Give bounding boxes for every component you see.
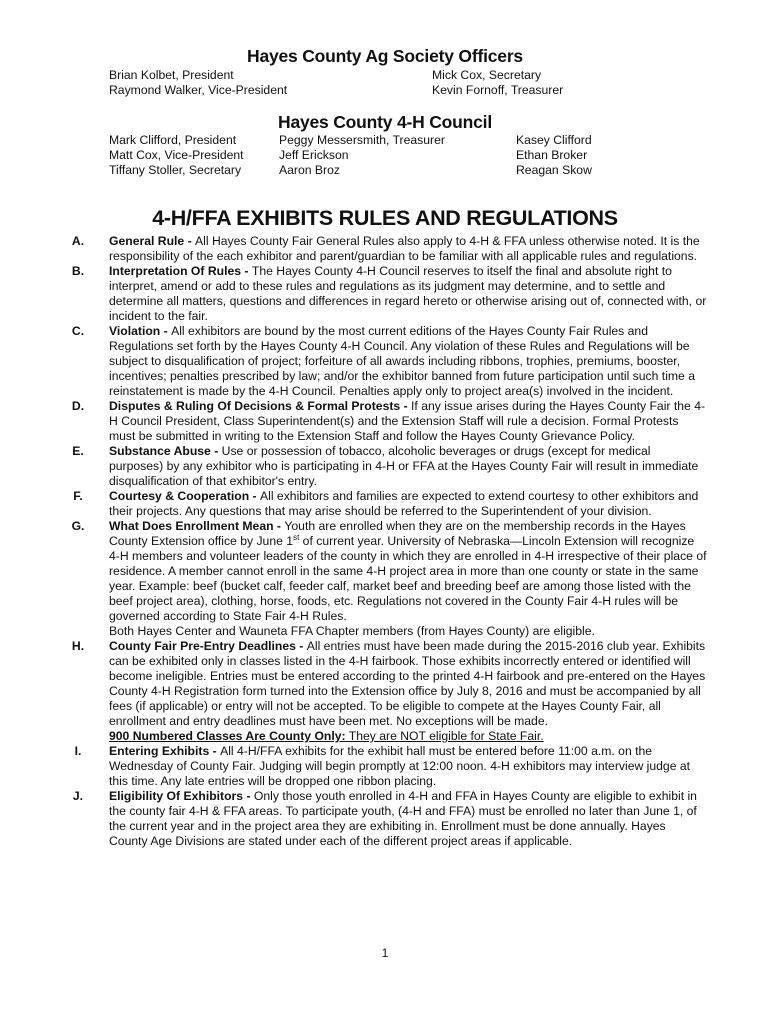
rule-letter: J. (72, 789, 84, 803)
council-member-name: Jeff Erickson (279, 148, 349, 162)
rule-heading: Entering Exhibits - (109, 744, 221, 758)
council-member-name: Reagan Skow (516, 163, 592, 177)
rule-text: The Hayes County 4-H Council reserves to itself the final and absolute right to interpret, amend or add to these rules and regulations as its judgment may determine, and to settle and determine all matters, questions and differences in regard hereto or otherwise arising out of, connected with, or incident to the fair. (109, 264, 707, 323)
rule-text: All exhibitors are bound by the most current editions of the Hayes County Fair Rules and Regulations set forth by the Hayes County 4-H Council. Any violation of these Rules and Regulations will be subject to disqualification of project; forfeiture of all awards including ribbons, trophies, premiums, booster, incentives; penalties prescribed by law; and/or the exhibitor banned from future participation until such time a reinstatement is made by the 4-H Council. Penalties apply only to project area(s) involved in the incident. (109, 324, 695, 398)
rule-heading: Courtesy & Cooperation - (109, 489, 260, 503)
officer-name: Mick Cox, Secretary (432, 68, 542, 82)
rule-letter: A. (71, 234, 85, 248)
ag-society-officers-heading: Hayes County Ag Society Officers (247, 46, 523, 66)
council-member-name: Mark Clifford, President (109, 133, 237, 147)
rule-letter: F. (73, 489, 83, 503)
rule-text: All exhibitors and families are expected to extend courtesy to other exhibitors and their projects. Any questions that may arise should be referred to the Superintendent of your division. (109, 489, 699, 518)
rule-text: Use or possession of tobacco, alcoholic beverages or drugs (except for medical purposes) by any exhibitor who is participating in 4-H or FFA at the Hayes County Fair will result in immediate disqualification of that exhibitor's entry. (109, 444, 699, 488)
rule-text: All 4-H/FFA exhibits for the exhibit hall must be entered before 11:00 a.m. on the Wednesday of County Fair. Judging will begin promptly at 12:00 noon. 4-H exhibitors may interview judge at this time. Any late entries will be dropped one ribbon placing. (109, 744, 691, 788)
rule-heading: What Does Enrollment Mean - (109, 519, 285, 533)
rule-heading: General Rule - (109, 234, 196, 248)
rule-heading: Substance Abuse - (109, 444, 222, 458)
note-bold: 900 Numbered Classes Are County Only: (109, 729, 346, 743)
rule-text: Only those youth enrolled in 4-H and FFA in Hayes County are eligible to exhibit in the county fair 4-H & FFA areas. To participate youth, (4-H and FFA) must be enrolled no later than June 1, of the current year and in the project area they are exhibiting in. Enrollment must be done annually. Hayes County Age Divisions are stated under each of the different project areas if applicable. (109, 789, 697, 848)
rule-letter: B. (71, 264, 85, 278)
rule-text: All entries must have been made during the 2015-2016 club year. Exhibits can be exhibited only in classes listed in the 4-H fairbook. Those exhibits incorrectly entered or identified will become ineligible. Entries must be entered according to the printed 4-H fairbook and pre-entered on the Hayes County 4-H Registration form turned into the Extension office by July 8, 2016 and must be accompanied by all fees (if applicable) or entry will not be accepted. To be eligible to compete at the Hayes County Fair, all enrollment and entry deadlines must have been met. No exceptions will be made. (109, 639, 706, 728)
rule-body (109, 234, 707, 264)
council-member-name: Aaron Broz (279, 163, 340, 177)
rule-heading: Disputes & Ruling Of Decisions & Formal Protests - (109, 399, 412, 413)
rule-item (0, 519, 770, 639)
rule-body (109, 444, 707, 489)
rule-item (0, 324, 770, 399)
council-member-name: Peggy Messersmith, Treasurer (279, 133, 445, 147)
note-text: They are NOT eligible for State Fair. (345, 729, 544, 743)
rule-county-only-note (109, 729, 770, 744)
council-member-name: Kasey Clifford (516, 133, 592, 147)
rule-item (0, 744, 770, 789)
rule-heading: Eligibility Of Exhibitors - (109, 789, 254, 803)
rule-item (0, 399, 770, 444)
rule-body (109, 639, 707, 729)
rule-body (109, 399, 707, 444)
rule-body (109, 744, 707, 789)
rule-item (0, 264, 770, 324)
council-member-name: Tiffany Stoller, Secretary (109, 163, 242, 177)
rule-letter: D. (71, 399, 85, 413)
rule-item (0, 789, 770, 849)
rule-letter: E. (72, 444, 84, 458)
rule-text: Youth are enrolled when they are on the membership records in the Hayes County Extension office by June 1 (109, 519, 686, 548)
rule-text: of current year. University of Nebraska—Lincoln Extension will recognize 4-H members and volunteer leaders of the county in which they are enrolled in 4-H irrespective of their place of residence. A member cannot enroll in the same 4-H project area in more than one county or state in the same year. Example: beef (bucket calf, feeder calf, market beef and breeding beef are among those listed with the beef project area), clothing, horse, foods, etc. Regulations not covered in the County Fair 4-H rules will be governed according to State Fair 4-H Rules. (109, 534, 707, 623)
officer-name: Brian Kolbet, President (109, 68, 234, 82)
rule-extra-note: Both Hayes Center and Wauneta FFA Chapter members (from Hayes County) are eligible. (109, 624, 595, 638)
rule-text: If any issue arises during the Hayes County Fair the 4-H Council President, Class Superintendent(s) and the Extension Staff will rule a decision. Formal Protests must be submitted in writing to the Extension Staff and follow the Hayes County Grievance Policy. (109, 399, 706, 443)
rule-superscript: st (293, 532, 300, 542)
rule-item (0, 639, 770, 744)
rules-title: 4-H/FFA EXHIBITS RULES AND REGULATIONS (152, 206, 618, 230)
rule-body (109, 789, 707, 849)
officer-name: Kevin Fornoff, Treasurer (432, 83, 564, 97)
rule-letter: I. (74, 744, 82, 758)
rules-list (0, 234, 770, 849)
rule-heading: County Fair Pre-Entry Deadlines - (109, 639, 307, 653)
rule-letter: C. (71, 324, 85, 338)
rule-heading: Interpretation Of Rules - (109, 264, 252, 278)
rule-text: All Hayes County Fair General Rules also apply to 4-H & FFA unless otherwise noted. It is the responsibility of the each exhibitor and parent/guardian to be familiar with all applicable rules and regulations. (109, 234, 700, 263)
officer-name: Raymond Walker, Vice-President (109, 83, 288, 97)
council-member-name: Ethan Broker (516, 148, 588, 162)
rule-item (0, 489, 770, 519)
rule-letter: G. (71, 519, 85, 533)
rule-item (0, 444, 770, 489)
rule-letter: H. (71, 639, 85, 653)
council-member-name: Matt Cox, Vice-President (109, 148, 244, 162)
rule-body (109, 519, 707, 624)
rule-body (109, 264, 707, 324)
rule-heading: Violation - (109, 324, 172, 338)
rule-body (109, 489, 707, 519)
page-number: 1 (381, 946, 389, 960)
rule-body (109, 324, 707, 399)
rule-item (0, 234, 770, 264)
4h-council-heading: Hayes County 4-H Council (278, 112, 492, 132)
